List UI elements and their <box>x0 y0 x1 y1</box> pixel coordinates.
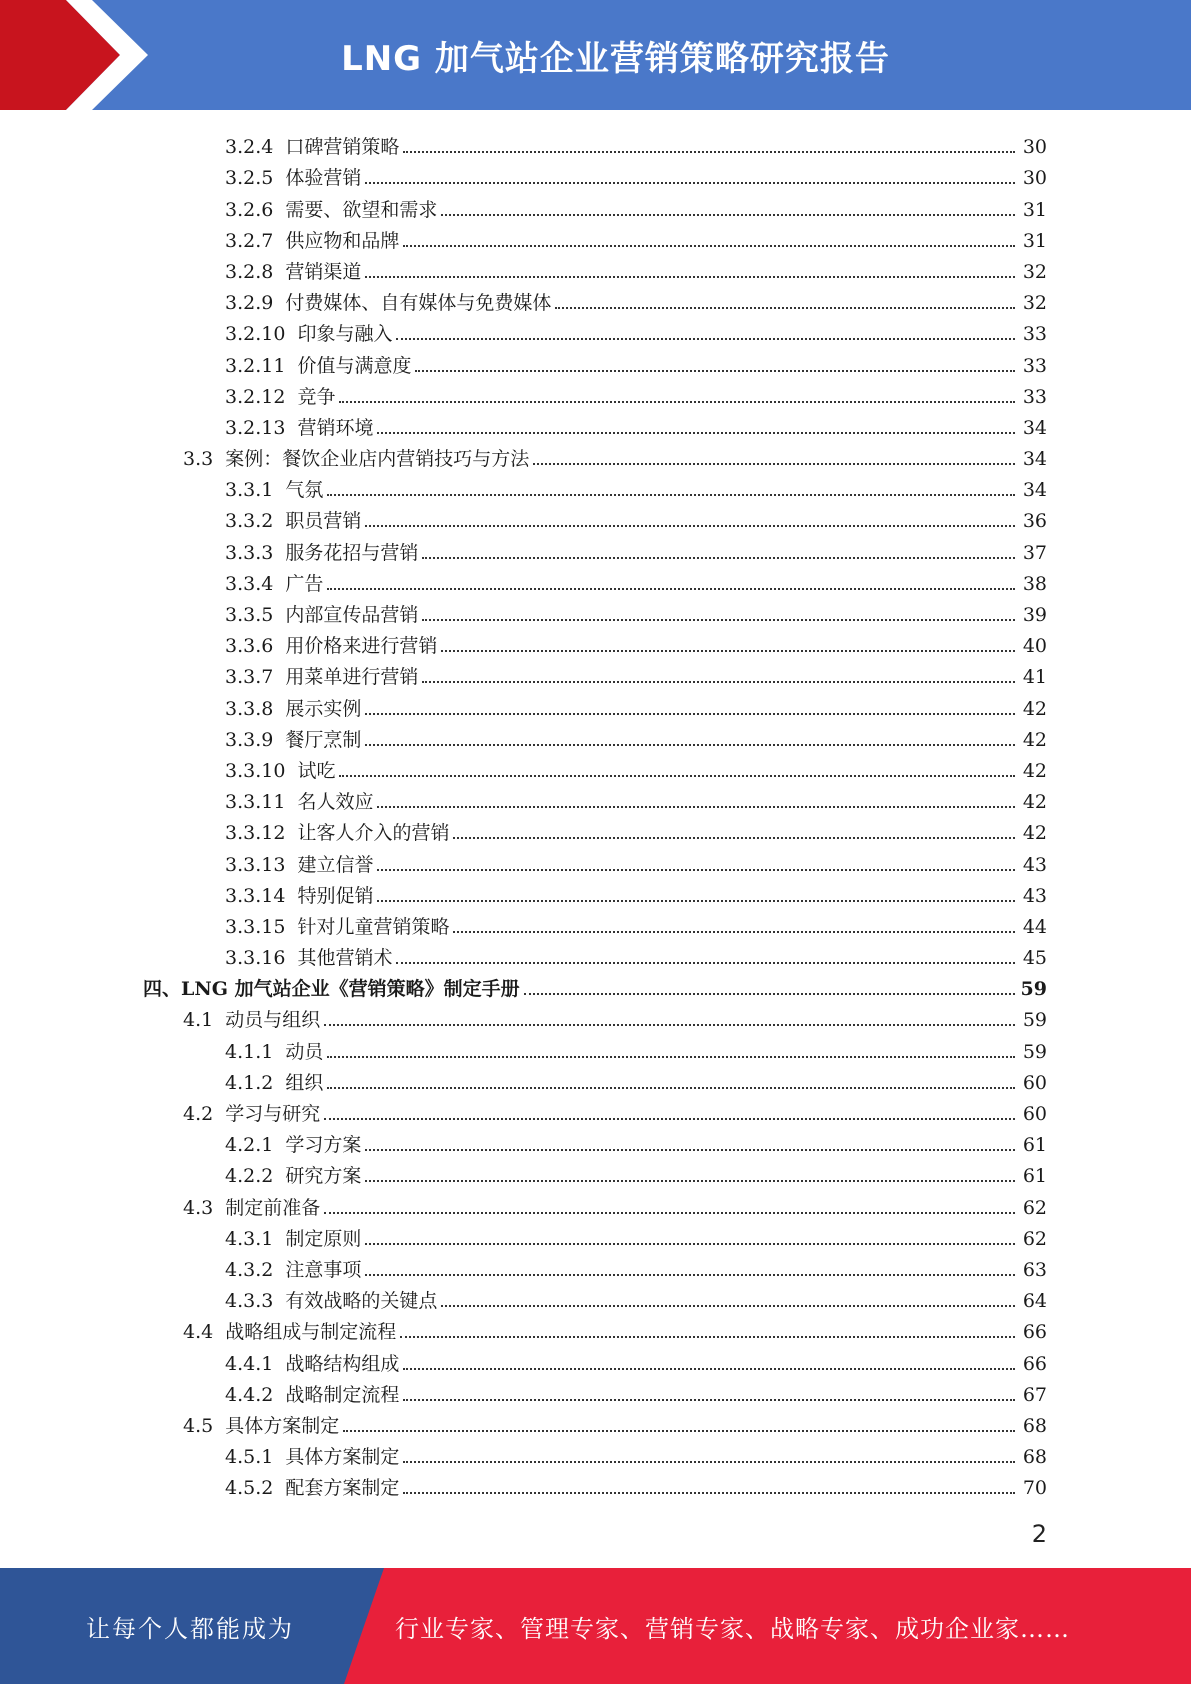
toc-entry-page: 60 <box>1022 1103 1047 1125</box>
toc-entry-number: 3.3.11 <box>225 791 286 814</box>
toc-entry-number: 4.5.1 <box>225 1446 274 1469</box>
toc-dot-leader <box>324 1118 1015 1120</box>
report-title: LNG 加气站企业营销策略研究报告 <box>341 38 890 79</box>
toc-entry-page: 34 <box>1022 416 1047 439</box>
toc-entry[interactable] <box>0 908 1191 939</box>
toc-entry-number: 4.4.1 <box>225 1352 274 1375</box>
toc-entry[interactable] <box>0 1157 1191 1188</box>
toc-entry-label <box>183 447 533 471</box>
toc-entry[interactable] <box>0 970 1191 1001</box>
toc-entry-title: 战略制定流程 <box>285 1383 400 1406</box>
toc-dot-leader <box>339 401 1015 403</box>
toc-entry-number: 3.3.9 <box>225 728 274 751</box>
toc-entry-page: 38 <box>1022 572 1047 595</box>
toc-dot-leader <box>453 837 1015 839</box>
toc-entry-page: 60 <box>1022 1071 1047 1094</box>
toc-entry-number: 4.3.2 <box>225 1258 274 1281</box>
toc-dot-leader <box>377 869 1015 871</box>
toc-entry-label <box>225 603 422 627</box>
toc-entry-number: 3.3.12 <box>225 822 286 845</box>
toc-entry[interactable] <box>0 1032 1191 1063</box>
toc-entry-number: 3.3.15 <box>225 915 286 938</box>
toc-entry-number: 3.2.7 <box>225 229 274 252</box>
toc-entry[interactable] <box>0 1188 1191 1219</box>
toc-entry-number: 3.2.5 <box>225 167 274 190</box>
toc-entry[interactable] <box>0 502 1191 533</box>
toc-dot-leader <box>533 463 1015 465</box>
toc-entry-number: 3.3.8 <box>225 697 274 720</box>
toc-entry-page: 59 <box>1022 1040 1047 1063</box>
toc-entry-page: 32 <box>1022 292 1047 315</box>
toc-entry-page: 44 <box>1022 915 1047 938</box>
toc-dot-leader <box>403 1461 1015 1463</box>
toc-dot-leader <box>365 525 1015 527</box>
toc-dot-leader <box>555 307 1015 309</box>
toc-entry-page: 33 <box>1022 323 1047 346</box>
toc-entry-title: 职员营销 <box>285 510 362 533</box>
toc-entry-page: 45 <box>1022 947 1047 970</box>
toc-entry-page: 66 <box>1022 1321 1047 1344</box>
toc-entry[interactable] <box>0 315 1191 346</box>
toc-dot-leader <box>343 1430 1015 1432</box>
toc-entry-number: 3.2.9 <box>225 292 274 315</box>
toc-entry-label <box>225 198 441 222</box>
toc-entry-page: 66 <box>1022 1352 1047 1375</box>
toc-entry[interactable] <box>0 159 1191 190</box>
toc-entry-page: 43 <box>1022 884 1047 907</box>
toc-dot-leader <box>403 1399 1015 1401</box>
toc-entry-label <box>225 478 327 502</box>
toc-dot-leader <box>327 1087 1015 1089</box>
toc-entry-page: 41 <box>1022 666 1047 689</box>
toc-entry-title: 价值与满意度 <box>297 354 412 377</box>
toc-entry-number: 3.3 <box>183 448 214 471</box>
toc-entry-number: 4.1 <box>183 1009 214 1032</box>
toc-entry[interactable] <box>0 1095 1191 1126</box>
toc-entry[interactable] <box>0 190 1191 221</box>
toc-entry-title: 用菜单进行营销 <box>285 666 419 689</box>
page-header <box>0 0 1191 110</box>
toc-entry-page: 42 <box>1022 728 1047 751</box>
toc-entry-title: 动员 <box>285 1040 324 1063</box>
toc-entry-title: 注意事项 <box>285 1258 362 1281</box>
toc-entry-title: 配套方案制定 <box>285 1477 400 1500</box>
toc-entry-label <box>225 1352 403 1376</box>
toc-entry-number: 4.2 <box>183 1103 214 1125</box>
toc-entry[interactable] <box>0 814 1191 845</box>
toc-entry-number: 3.3.5 <box>225 604 274 626</box>
toc-entry-number: 4.2.1 <box>225 1134 274 1157</box>
toc-entry[interactable] <box>0 783 1191 814</box>
toc-entry-page: 31 <box>1022 198 1047 221</box>
toc-entry-label <box>225 915 453 939</box>
toc-entry-title: 具体方案制定 <box>225 1414 340 1437</box>
toc-entry-title: 学习方案 <box>285 1134 362 1157</box>
toc-entry-label <box>225 260 365 284</box>
toc-entry-title: 案例：餐饮企业店内营销技巧与方法 <box>225 448 530 471</box>
toc-dot-leader <box>422 681 1015 683</box>
toc-entry-title: 广告 <box>285 572 324 595</box>
toc-entry[interactable] <box>0 378 1191 409</box>
toc-entry-label <box>225 1289 441 1313</box>
toc-entry[interactable] <box>0 1313 1191 1344</box>
toc-entry-page: 42 <box>1022 791 1047 814</box>
toc-entry-number: 4.4 <box>183 1321 214 1344</box>
toc-entry-page: 32 <box>1022 260 1047 283</box>
toc-entry-title: 竞争 <box>297 385 336 408</box>
toc-entry[interactable] <box>0 658 1191 689</box>
toc-entry-page: 34 <box>1022 448 1047 471</box>
toc-entry[interactable] <box>0 1126 1191 1157</box>
toc-dot-leader <box>365 182 1015 184</box>
toc-entry-number: 4.5 <box>183 1414 214 1437</box>
toc-entry-label <box>225 385 339 409</box>
toc-entry[interactable] <box>0 1251 1191 1282</box>
toc-entry-label <box>225 884 377 908</box>
toc-entry-title: 供应物和品牌 <box>285 229 400 252</box>
toc-entry-number: 4.1.1 <box>225 1040 274 1063</box>
toc-entry-title: 研究方案 <box>285 1165 362 1188</box>
toc-entry[interactable] <box>0 877 1191 908</box>
toc-entry-title: 营销环境 <box>297 416 374 439</box>
toc-dot-leader <box>377 806 1015 808</box>
toc-entry-label <box>225 1476 403 1500</box>
toc-entry-page: 59 <box>1022 1009 1047 1032</box>
toc-dot-leader <box>365 1149 1015 1151</box>
toc-entry-number: 4.4.2 <box>225 1383 274 1406</box>
toc-entry-label <box>225 322 396 346</box>
toc-dot-leader <box>396 962 1015 964</box>
toc-entry-number: 3.3.2 <box>225 510 274 533</box>
toc-dot-leader <box>339 775 1015 777</box>
toc-entry-label <box>225 665 422 689</box>
toc-entry-title: 需要、欲望和需求 <box>285 198 438 221</box>
toc-entry[interactable] <box>0 409 1191 440</box>
toc-entry-label <box>225 728 365 752</box>
toc-entry-page: 33 <box>1022 385 1047 408</box>
toc-entry-title: 口碑营销策略 <box>285 136 400 159</box>
toc-entry-title: 组织 <box>285 1071 324 1094</box>
toc-entry-label <box>225 1133 365 1157</box>
toc-dot-leader <box>441 1305 1015 1307</box>
toc-entry[interactable] <box>0 752 1191 783</box>
toc-dot-leader <box>365 1180 1015 1182</box>
toc-entry-page: 42 <box>1022 697 1047 720</box>
toc-entry-page: 61 <box>1022 1134 1047 1157</box>
toc-entry[interactable] <box>0 440 1191 471</box>
table-of-contents <box>0 128 1191 1500</box>
toc-dot-leader <box>327 588 1015 590</box>
toc-dot-leader <box>327 494 1015 496</box>
toc-entry-label <box>225 853 377 877</box>
toc-entry-title: 餐厅烹制 <box>285 728 362 751</box>
toc-entry-number: 3.3.1 <box>225 479 274 502</box>
toc-entry-number: 3.2.4 <box>225 136 274 159</box>
toc-entry-title: 动员与组织 <box>225 1009 321 1032</box>
toc-entry[interactable] <box>0 471 1191 502</box>
toc-entry-page: 42 <box>1022 822 1047 845</box>
toc-entry-number: 3.3.6 <box>225 635 274 658</box>
toc-entry-page: 30 <box>1022 167 1047 190</box>
toc-entry-title: 服务花招与营销 <box>285 541 419 564</box>
toc-entry-title: 让客人介入的营销 <box>297 822 450 845</box>
toc-entry-title: 具体方案制定 <box>285 1446 400 1469</box>
toc-entry-page: 67 <box>1022 1383 1047 1406</box>
toc-dot-leader <box>422 557 1015 559</box>
toc-dot-leader <box>403 1368 1015 1370</box>
toc-entry[interactable] <box>0 939 1191 970</box>
toc-entry-label <box>183 1008 324 1032</box>
toc-entry-label <box>225 509 365 533</box>
toc-entry-title: 战略结构组成 <box>285 1352 400 1375</box>
toc-dot-leader <box>365 276 1015 278</box>
toc-entry-label <box>143 977 524 1001</box>
toc-dot-leader <box>377 432 1015 434</box>
toc-entry-title: 用价格来进行营销 <box>285 635 438 658</box>
footer-slogan-right: 行业专家、管理专家、营销专家、战略专家、成功企业家…… <box>395 1614 1070 1643</box>
toc-entry-label <box>225 1445 403 1469</box>
toc-entry-label <box>225 291 555 315</box>
toc-entry-label <box>225 1383 403 1407</box>
toc-entry-title: 名人效应 <box>297 791 374 814</box>
toc-entry-label <box>225 821 453 845</box>
toc-entry-label <box>225 946 396 970</box>
toc-entry-title: 印象与融入 <box>297 323 393 346</box>
toc-entry-page: 42 <box>1022 759 1047 782</box>
toc-entry-number: 3.3.14 <box>225 884 286 907</box>
toc-dot-leader <box>396 338 1015 340</box>
toc-entry[interactable] <box>0 596 1191 627</box>
toc-entry-title: 战略组成与制定流程 <box>225 1321 397 1344</box>
toc-entry-page: 64 <box>1022 1290 1047 1313</box>
toc-entry-page: 43 <box>1022 853 1047 876</box>
toc-entry-number: 3.2.12 <box>225 385 286 408</box>
toc-entry-title: 付费媒体、自有媒体与免费媒体 <box>285 292 552 315</box>
toc-entry-title: 试吃 <box>297 759 336 782</box>
toc-entry-number: 3.3.16 <box>225 947 286 970</box>
toc-entry-label <box>225 1227 365 1251</box>
toc-entry-label <box>225 1040 327 1064</box>
toc-entry-title: 针对儿童营销策略 <box>297 915 450 938</box>
toc-entry-title: 建立信誉 <box>297 853 374 876</box>
toc-entry-title: 展示实例 <box>285 697 362 720</box>
toc-dot-leader <box>324 1212 1015 1214</box>
toc-entry-number: 3.2.13 <box>225 416 286 439</box>
toc-dot-leader <box>441 650 1015 652</box>
toc-entry[interactable] <box>0 1469 1191 1500</box>
toc-entry-number: 3.2.10 <box>225 323 286 346</box>
toc-entry-label <box>225 1071 327 1095</box>
toc-entry-label <box>225 572 327 596</box>
toc-entry[interactable] <box>0 1376 1191 1407</box>
toc-entry-page: 39 <box>1022 604 1047 626</box>
toc-entry-number: 3.2.11 <box>225 354 286 377</box>
toc-entry-label <box>225 541 422 565</box>
toc-entry[interactable] <box>0 346 1191 377</box>
toc-entry-title: 其他营销术 <box>297 947 393 970</box>
toc-dot-leader <box>365 744 1015 746</box>
toc-entry-number: 3.3.10 <box>225 759 286 782</box>
toc-dot-leader <box>324 1024 1015 1026</box>
toc-entry-page: 62 <box>1022 1196 1047 1219</box>
toc-entry-number: 3.3.7 <box>225 666 274 689</box>
toc-entry-label <box>225 790 377 814</box>
toc-dot-leader <box>524 993 1015 995</box>
toc-entry-number: 4.1.2 <box>225 1071 274 1094</box>
toc-entry-page: 62 <box>1022 1227 1047 1250</box>
toc-entry-number: 3.2.8 <box>225 260 274 283</box>
toc-entry-page: 70 <box>1022 1477 1047 1500</box>
toc-entry-title: 制定前准备 <box>225 1196 321 1219</box>
toc-entry-number: 4.3.1 <box>225 1227 274 1250</box>
toc-dot-leader <box>422 619 1015 621</box>
toc-entry-page: 68 <box>1022 1446 1047 1469</box>
toc-entry-page: 33 <box>1022 354 1047 377</box>
toc-entry[interactable] <box>0 253 1191 284</box>
toc-entry-label <box>225 1164 365 1188</box>
toc-entry[interactable] <box>0 222 1191 253</box>
toc-entry-number: 4.3.3 <box>225 1290 274 1313</box>
toc-entry-title: 体验营销 <box>285 167 362 190</box>
toc-entry[interactable] <box>0 721 1191 752</box>
toc-entry-number: 3.3.4 <box>225 572 274 595</box>
toc-entry-label <box>225 229 403 253</box>
toc-entry[interactable] <box>0 284 1191 315</box>
toc-entry-label <box>225 166 365 190</box>
toc-dot-leader <box>365 713 1015 715</box>
toc-entry-title: 有效战略的关键点 <box>285 1290 438 1313</box>
toc-entry-title: LNG 加气站企业《营销策略》制定手册 <box>181 978 520 1001</box>
toc-entry-page: 59 <box>1020 978 1047 1001</box>
toc-entry[interactable] <box>0 1001 1191 1032</box>
toc-entry-label <box>225 697 365 721</box>
toc-entry-label <box>225 759 339 783</box>
toc-dot-leader <box>365 1274 1015 1276</box>
toc-entry-label <box>183 1414 343 1438</box>
toc-entry[interactable] <box>0 1344 1191 1375</box>
toc-dot-leader <box>403 151 1015 153</box>
toc-entry[interactable] <box>0 128 1191 159</box>
toc-entry-number: 3.3.13 <box>225 853 286 876</box>
toc-entry-number: 四、 <box>143 978 182 1001</box>
toc-entry[interactable] <box>0 1064 1191 1095</box>
toc-dot-leader <box>400 1336 1015 1338</box>
toc-entry-number: 3.2.6 <box>225 198 274 221</box>
toc-entry[interactable] <box>0 1282 1191 1313</box>
toc-entry[interactable] <box>0 1438 1191 1469</box>
toc-entry-label <box>225 1258 365 1282</box>
toc-entry-label <box>225 416 377 440</box>
toc-entry-label <box>225 354 415 378</box>
toc-dot-leader <box>403 245 1015 247</box>
toc-entry[interactable] <box>0 1407 1191 1438</box>
toc-entry-page: 40 <box>1022 635 1047 658</box>
toc-entry-label <box>183 1320 400 1344</box>
toc-entry-number: 3.3.3 <box>225 541 274 564</box>
toc-dot-leader <box>415 370 1015 372</box>
toc-dot-leader <box>441 214 1015 216</box>
toc-entry-title: 制定原则 <box>285 1227 362 1250</box>
toc-entry-page: 31 <box>1022 229 1047 252</box>
toc-dot-leader <box>365 1243 1015 1245</box>
toc-entry[interactable] <box>0 565 1191 596</box>
toc-entry-label <box>225 634 441 658</box>
toc-entry-title: 营销渠道 <box>285 260 362 283</box>
toc-entry-number: 4.5.2 <box>225 1477 274 1500</box>
toc-entry-page: 34 <box>1022 479 1047 502</box>
toc-entry-label <box>183 1102 324 1126</box>
toc-entry-label <box>225 135 403 159</box>
page-number: 2 <box>1031 1520 1047 1548</box>
toc-entry[interactable] <box>0 533 1191 564</box>
toc-dot-leader <box>453 931 1015 933</box>
toc-entry-title: 气氛 <box>285 479 324 502</box>
toc-entry-number: 4.3 <box>183 1196 214 1219</box>
toc-dot-leader <box>403 1492 1015 1494</box>
toc-entry-page: 36 <box>1022 510 1047 533</box>
footer-slogan-left: 让每个人都能成为 <box>86 1614 294 1643</box>
toc-entry-number: 4.2.2 <box>225 1165 274 1188</box>
toc-entry-page: 61 <box>1022 1165 1047 1188</box>
toc-dot-leader <box>377 900 1015 902</box>
toc-entry[interactable] <box>0 1220 1191 1251</box>
toc-entry-title: 学习与研究 <box>225 1103 321 1125</box>
toc-entry-title: 内部宣传品营销 <box>285 604 419 626</box>
toc-entry[interactable] <box>0 845 1191 876</box>
toc-entry-page: 68 <box>1022 1414 1047 1437</box>
toc-entry-page: 30 <box>1022 136 1047 159</box>
toc-entry-page: 37 <box>1022 541 1047 564</box>
toc-entry-label <box>183 1196 324 1220</box>
toc-entry-title: 特别促销 <box>297 884 374 907</box>
toc-entry[interactable] <box>0 689 1191 720</box>
toc-dot-leader <box>327 1056 1015 1058</box>
page-footer <box>0 1568 1191 1684</box>
toc-entry[interactable] <box>0 627 1191 658</box>
toc-entry-page: 63 <box>1022 1258 1047 1281</box>
